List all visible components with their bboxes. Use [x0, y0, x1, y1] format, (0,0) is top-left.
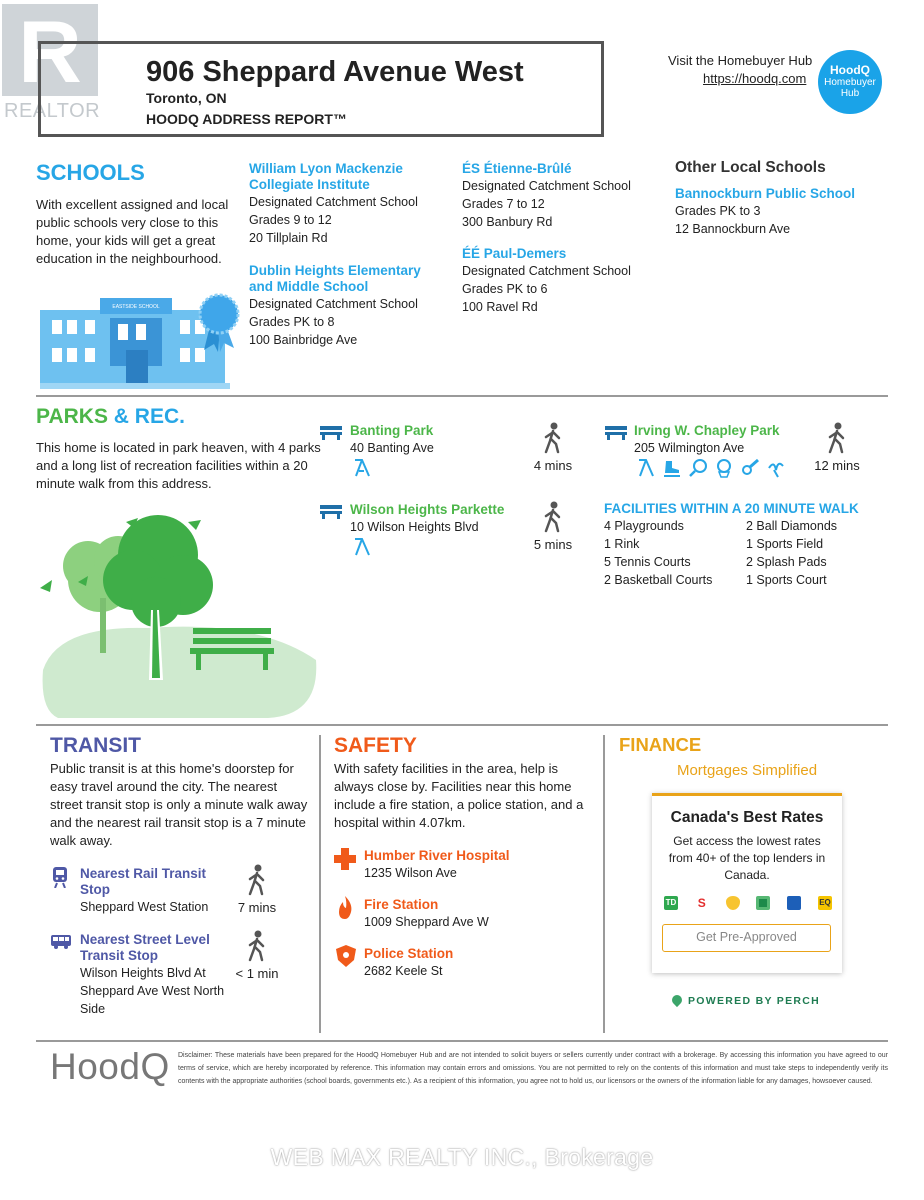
award-ribbon-icon — [196, 292, 242, 357]
divider — [36, 395, 888, 397]
divider — [319, 735, 321, 1033]
school-name[interactable]: William Lyon Mackenzie — [249, 161, 403, 176]
school-item-1 — [249, 161, 449, 247]
powered-by — [672, 995, 820, 1007]
splash-pad-icon — [766, 458, 786, 478]
park-address: 40 Banting Ave — [350, 441, 434, 455]
finance-subtitle: Mortgages Simplified — [676, 762, 818, 779]
school-grades: Grades PK to 8 — [249, 315, 335, 329]
swing-icon — [352, 458, 372, 478]
parks-description: This home is located in park heaven, with 4 parks and a long list of recreation facilities within a 20 minute walk from this address. — [36, 440, 321, 491]
school-item-4 — [462, 246, 652, 316]
lender-logo-shield — [726, 896, 740, 910]
school-name-cont[interactable]: Collegiate Institute — [249, 177, 370, 192]
street-label: Nearest Street Level — [80, 932, 210, 947]
park-address: 205 Wilmington Ave — [634, 441, 745, 455]
rail-station: Sheppard West Station — [80, 900, 209, 914]
safety-item-hospital — [364, 848, 584, 882]
hoodq-hub-badge[interactable] — [818, 50, 882, 114]
safety-item-police — [364, 946, 584, 980]
facility-item: 2 Ball Diamonds — [746, 519, 838, 533]
facilities-left — [604, 517, 712, 589]
school-address: 100 Ravel Rd — [462, 300, 538, 314]
street-transit — [80, 932, 240, 1018]
transit-description: Public transit is at this home's doorstep for easy travel around the city. The nearest street transit stop is only a minute walk away and the nearest rail transit stop is a 7 minute walk away. — [50, 761, 308, 848]
other-schools-title: Other Local Schools — [675, 159, 826, 176]
facility-item: 1 Rink — [604, 537, 640, 551]
school-address: 100 Bainbridge Ave — [249, 333, 358, 347]
school-name[interactable]: ÉÉ Paul-Demers — [462, 246, 567, 261]
bench-icon — [605, 424, 627, 445]
bench-icon — [320, 503, 342, 524]
walk-time: < 1 min — [235, 966, 279, 981]
rail-label-cont: Stop — [80, 882, 110, 897]
badge-line2: Homebuyer — [824, 77, 876, 88]
swing-icon — [636, 458, 656, 478]
park-name[interactable]: Banting Park — [350, 423, 434, 438]
street-stop: Wilson Heights Blvd At — [80, 966, 206, 980]
walk-time: 12 mins — [814, 458, 860, 473]
walk-time-1 — [530, 422, 576, 473]
facilities-right — [746, 517, 837, 589]
safety-address: 2682 Keele St — [364, 964, 443, 978]
other-school-item — [675, 186, 875, 238]
fire-icon — [337, 896, 353, 925]
safety-address: 1235 Wilson Ave — [364, 866, 457, 880]
rates-card-text: Get access the lowest rates from 40+ of the top lenders in Canada. — [668, 834, 826, 882]
walking-person-icon — [246, 864, 268, 896]
badge-line3: Hub — [840, 88, 860, 99]
school-address: 12 Bannockburn Ave — [675, 222, 791, 236]
park-amenities — [352, 537, 372, 557]
school-type: Designated Catchment School — [462, 264, 631, 278]
svg-text:R: R — [18, 2, 82, 101]
hub-text: Visit the Homebuyer Hub — [668, 53, 813, 68]
lender-logo-eq: EQ — [818, 896, 832, 910]
school-name[interactable]: Dublin Heights Elementary — [249, 263, 421, 278]
street-stop-cont: Side — [80, 1002, 106, 1016]
bus-icon — [50, 934, 72, 955]
address-title: 906 Sheppard Avenue West — [146, 56, 524, 88]
school-name[interactable]: ÉS Étienne-Brûlé — [462, 161, 572, 176]
divider — [603, 735, 605, 1033]
report-title: HOODQ ADDRESS REPORT™ — [146, 111, 347, 127]
facility-item: 5 Tennis Courts — [604, 555, 691, 569]
safety-address: 1009 Sheppard Ave W — [364, 915, 489, 929]
school-name-cont[interactable]: and Middle School — [249, 279, 369, 294]
school-sign-text: EASTSIDE SCHOOL — [112, 304, 160, 310]
get-pre-approved-button[interactable]: Get Pre-Approved — [662, 924, 831, 952]
realtor-logo-text: REALTOR — [4, 100, 101, 122]
park-item-3 — [350, 502, 540, 536]
skate-icon — [662, 458, 682, 478]
lender-logo-td: TD — [664, 896, 678, 910]
walking-person-icon — [246, 930, 268, 962]
divider — [36, 1040, 888, 1042]
walking-person-icon — [826, 422, 848, 454]
rail-walk-time — [234, 864, 280, 915]
street-label-cont: Transit Stop — [80, 948, 159, 963]
school-address: 20 Tillplain Rd — [249, 231, 328, 245]
badge-line1: HoodQ — [830, 63, 870, 77]
lender-logo-green — [756, 896, 770, 910]
facility-item: 2 Basketball Courts — [604, 573, 713, 587]
walk-time: 5 mins — [533, 537, 573, 552]
facility-item: 1 Sports Field — [746, 537, 824, 551]
parks-title-a: PARKS — [36, 405, 108, 428]
park-item-2 — [634, 423, 814, 457]
safety-name[interactable]: Fire Station — [364, 897, 439, 912]
school-item-3 — [462, 161, 652, 231]
rates-card-title: Canada's Best Rates — [670, 809, 824, 826]
school-type: Designated Catchment School — [249, 195, 418, 209]
swing-icon — [352, 537, 372, 557]
walk-time: 4 mins — [533, 458, 573, 473]
facility-item: 2 Splash Pads — [746, 555, 827, 569]
school-item-2 — [249, 263, 449, 349]
school-type: Designated Catchment School — [462, 179, 631, 193]
lender-logos — [664, 896, 832, 910]
finance-title: FINANCE — [619, 734, 702, 755]
walk-time: 7 mins — [237, 900, 277, 915]
school-type: Designated Catchment School — [249, 297, 418, 311]
schools-description: With excellent assigned and local public schools very close to this home, your kids will get a great education in the neighbourhood. — [36, 197, 229, 266]
park-address: 10 Wilson Heights Blvd — [350, 520, 479, 534]
park-amenities — [636, 458, 786, 478]
street-stop-cont: Sheppard Ave West North — [80, 984, 225, 998]
street-walk-time — [232, 930, 282, 981]
walk-time-2 — [812, 422, 862, 473]
park-name[interactable]: Irving W. Chapley Park — [634, 423, 780, 438]
walking-person-icon — [542, 422, 564, 454]
police-badge-icon — [336, 945, 356, 972]
safety-title: SAFETY — [334, 734, 417, 757]
school-address: 300 Banbury Rd — [462, 215, 553, 229]
transit-title: TRANSIT — [50, 734, 141, 757]
park-trees-illustration — [38, 510, 323, 720]
school-name[interactable]: Bannockburn Public School — [675, 186, 856, 201]
school-grades: Grades PK to 3 — [675, 204, 761, 218]
tennis-icon — [688, 458, 708, 478]
walk-time-3 — [530, 501, 576, 552]
schools-title: SCHOOLS — [36, 160, 145, 185]
bench-icon — [320, 424, 342, 445]
facility-item: 4 Playgrounds — [604, 519, 684, 533]
baseball-icon — [740, 458, 760, 478]
hoodq-footer-logo: HoodQ — [50, 1046, 170, 1087]
facility-item: 1 Sports Court — [746, 573, 827, 587]
watermark-text: WEB MAX REALTY INC., Brokerage — [270, 1144, 654, 1170]
train-icon — [52, 866, 68, 893]
rates-card — [652, 793, 842, 973]
hub-link[interactable]: https://hoodq.com — [703, 71, 807, 86]
basketball-icon — [714, 458, 734, 478]
city-label: Toronto, ON — [146, 90, 227, 106]
parks-title — [36, 405, 185, 429]
divider — [36, 724, 888, 726]
school-grades: Grades PK to 6 — [462, 282, 548, 296]
lender-logo-scotia: S — [695, 896, 709, 910]
hospital-cross-icon — [334, 848, 356, 875]
school-grades: Grades 7 to 12 — [462, 197, 545, 211]
park-amenities — [352, 458, 372, 478]
park-item-1 — [350, 423, 530, 457]
rail-transit — [80, 866, 240, 916]
school-grades: Grades 9 to 12 — [249, 213, 332, 227]
safety-description: With safety facilities in the area, help is always close by. Facilities near this home include a fire station, a police station, and a hospital within 4.07km. — [334, 761, 584, 830]
powered-by-text: POWERED BY PERCH — [688, 995, 821, 1007]
disclaimer-text: Disclaimer: These materials have been prepared for the HoodQ Homebuyer Hub and are not intended to solicit buyers or sellers currently under contract with a brokerage. By accessing this information you have agreed to our terms of service, which are hereby incorporated by reference. This information may contain errors and omissions. You are not permitted to rely on the contents of this information and must take steps to independently verify its contents with the appropriate authorities (school boards, governments etc.). As a recipient of this information, you agree not to hold us, our licensors or the owners of the information liable for any damages, howsoever caused. — [178, 1052, 888, 1085]
walking-person-icon — [542, 501, 564, 533]
safety-item-fire — [364, 897, 584, 931]
safety-name[interactable]: Humber River Hospital — [364, 848, 510, 863]
parks-title-b: & REC. — [113, 405, 185, 428]
rail-label: Nearest Rail Transit — [80, 866, 207, 881]
safety-name[interactable]: Police Station — [364, 946, 454, 961]
perch-pin-icon — [670, 993, 684, 1007]
park-name[interactable]: Wilson Heights Parkette — [350, 502, 505, 517]
facilities-title: FACILITIES WITHIN A 20 MINUTE WALK — [604, 501, 859, 516]
lender-logo-blue — [787, 896, 801, 910]
